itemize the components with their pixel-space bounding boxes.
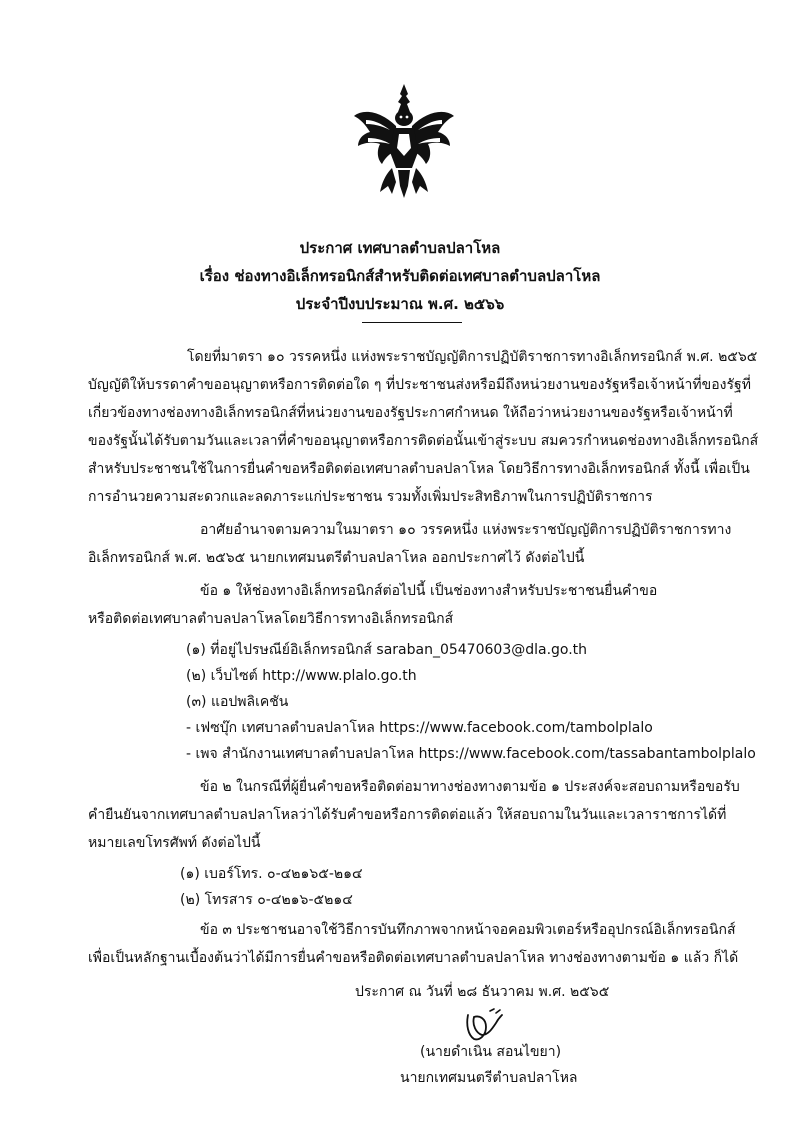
- channel-application: (๓) แอปพลิเคชัน: [186, 694, 289, 710]
- para1-line: การอำนวยความสะดวกและลดภาระแก่ประชาชน รวมทั้งเพิ่มประสิทธิภาพในการปฏิบัติราชการ: [88, 489, 653, 505]
- clause3-line: ข้อ ๓ ประชาชนอาจใช้วิธีการบันทึกภาพจากหน้าจอคอมพิวเตอร์หรืออุปกรณ์อิเล็กทรอนิกส์: [200, 922, 736, 938]
- para1-line: บัญญัติให้บรรดาคำขออนุญาตหรือการติดต่อใด ๆ ที่ประชาชนส่งหรือมีถึงหน่วยงานของรัฐหรือเจ้าหน้าที่ของรัฐที่: [88, 377, 751, 393]
- garuda-emblem-icon: [352, 82, 456, 200]
- clause1-line: ข้อ ๑ ให้ช่องทางอิเล็กทรอนิกส์ต่อไปนี้ เป็นช่องทางสำหรับประชาชนยื่นคำขอ: [200, 583, 658, 599]
- channel-website: (๒) เว็บไซต์ http://www.plalo.go.th: [186, 668, 417, 684]
- signer-title: นายกเทศมนตรีตำบลปลาโหล: [400, 1070, 578, 1086]
- para2-line: อาศัยอำนาจตามความในมาตรา ๑๐ วรรคหนึ่ง แห่งพระราชบัญญัติการปฏิบัติราชการทาง: [200, 522, 732, 538]
- announcement-date: ประกาศ ณ วันที่ ๒๘ ธันวาคม พ.ศ. ๒๕๖๕: [355, 984, 610, 1000]
- channel-email: (๑) ที่อยู่ไปรษณีย์อิเล็กทรอนิกส์ saraban_05470603@dla.go.th: [186, 642, 588, 658]
- channel-facebook: - เฟซบุ๊ก เทศบาลตำบลปลาโหล https://www.facebook.com/tambolplalo: [186, 720, 653, 736]
- fiscal-year-line: ประจำปีงบประมาณ พ.ศ. ๒๕๖๖: [295, 295, 505, 313]
- para2-line: อิเล็กทรอนิกส์ พ.ศ. ๒๕๖๕ นายกเทศมนตรีตำบลปลาโหล ออกประกาศไว้ ดังต่อไปนี้: [88, 550, 585, 566]
- para1-line: สำหรับประชาชนใช้ในการยื่นคำขอหรือติดต่อเทศบาลตำบลปลาโหล โดยวิธีการทางอิเล็กทรอนิกส์ ทั้งนี้ เพื่อเป็น: [88, 461, 750, 477]
- announcement-subject: เรื่อง ช่องทางอิเล็กทรอนิกส์สำหรับติดต่อเทศบาลตำบลปลาโหล: [199, 267, 601, 285]
- clause3-line: เพื่อเป็นหลักฐานเบื้องต้นว่าได้มีการยื่นคำขอหรือติดต่อเทศบาลตำบลปลาโหล ทางช่องทางตามข้อ ๑ แล้ว ก็ได้: [88, 950, 739, 966]
- title-divider: [362, 322, 462, 323]
- clause2-line: ข้อ ๒ ในกรณีที่ผู้ยื่นคำขอหรือติดต่อมาทางช่องทางตามข้อ ๑ ประสงค์จะสอบถามหรือขอรับ: [200, 779, 740, 795]
- announcement-heading: ประกาศ เทศบาลตำบลปลาโหล: [299, 239, 501, 257]
- clause2-line: คำยืนยันจากเทศบาลตำบลปลาโหลว่าได้รับคำขอหรือการติดต่อแล้ว ให้สอบถามในวันและเวลาราชการได้ที่: [88, 807, 727, 823]
- para1-line: โดยที่มาตรา ๑๐ วรรคหนึ่ง แห่งพระราชบัญญัติการปฏิบัติราชการทางอิเล็กทรอนิกส์ พ.ศ. ๒๕๖๕: [187, 349, 758, 365]
- para1-line: ของรัฐนั้นได้รับตามวันและเวลาที่คำขออนุญาตหรือการติดต่อนั้นเข้าสู่ระบบ สมควรกำหนดช่องทางอิเล็กทรอนิกส์: [88, 433, 759, 449]
- phone-number: (๑) เบอร์โทร. ๐-๔๒๑๖๕-๒๑๔: [180, 866, 363, 882]
- clause1-line: หรือติดต่อเทศบาลตำบลปลาโหลโดยวิธีการทางอิเล็กทรอนิกส์: [88, 611, 454, 627]
- signer-name: (นายดำเนิน สอนไขยา): [420, 1044, 562, 1060]
- handwritten-signature-icon: [460, 1005, 506, 1047]
- channel-facebook-page: - เพจ สำนักงานเทศบาลตำบลปลาโหล https://www.facebook.com/tassabantambolplalo: [186, 746, 756, 762]
- fax-number: (๒) โทรสาร ๐-๔๒๑๖-๕๒๑๔: [180, 892, 353, 908]
- clause2-line: หมายเลขโทรศัพท์ ดังต่อไปนี้: [88, 835, 261, 851]
- para1-line: เกี่ยวข้องทางช่องทางอิเล็กทรอนิกส์ที่หน่วยงานของรัฐประกาศกำหนด ให้ถือว่าหน่วยงานของรัฐหรือเจ้าหน้าที่: [88, 405, 733, 421]
